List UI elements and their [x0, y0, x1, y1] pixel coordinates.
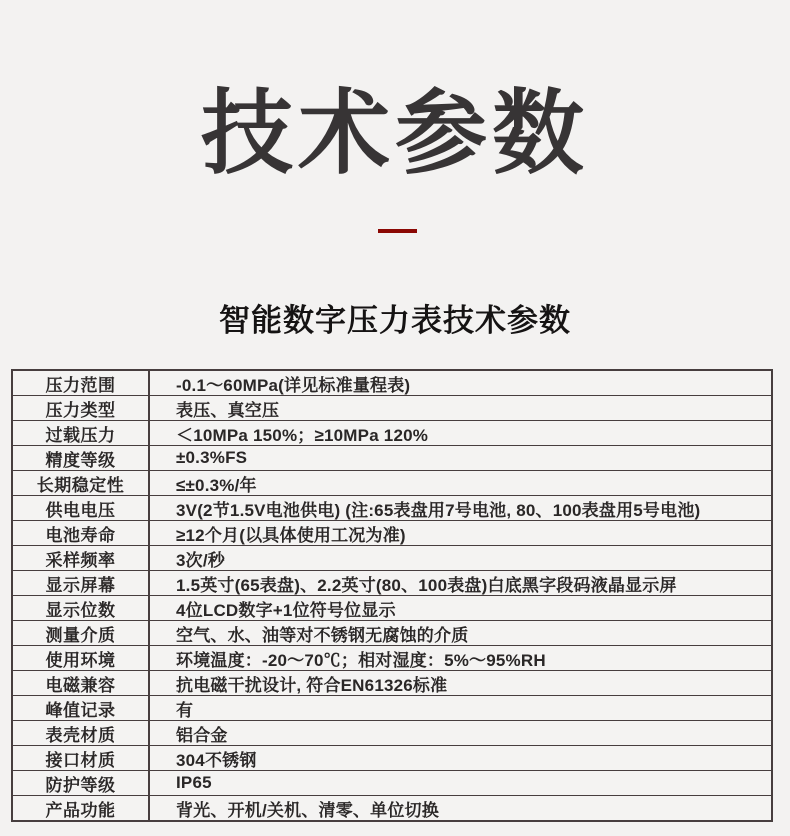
spec-label: 供电电压 [13, 496, 150, 520]
spec-label: 显示位数 [13, 596, 150, 620]
spec-label: 接口材质 [13, 746, 150, 770]
spec-value: ±0.3%FS [176, 448, 248, 467]
spec-label: 长期稳定性 [13, 471, 150, 495]
spec-label: 精度等级 [13, 446, 150, 470]
spec-value: ≤±0.3%/年 [176, 475, 257, 495]
table-row [13, 746, 771, 771]
table-row [13, 696, 771, 721]
spec-value: 304不锈钢 [176, 750, 257, 770]
spec-value: 1.5英寸(65表盘)、2.2英寸(80、100表盘)白底黑字段码液晶显示屏 [176, 575, 677, 595]
spec-value: ≥12个月(以具体使用工况为准) [176, 525, 406, 545]
title-accent-dash [378, 229, 417, 233]
table-row [13, 521, 771, 546]
spec-value: 3V(2节1.5V电池供电) (注:65表盘用7号电池, 80、100表盘用5号电池) [176, 500, 701, 520]
table-row [13, 371, 771, 396]
table-row [13, 571, 771, 596]
table-row [13, 546, 771, 571]
table-row [13, 396, 771, 421]
spec-label: 采样频率 [13, 546, 150, 570]
spec-value: 3次/秒 [176, 550, 225, 570]
spec-label: 过载压力 [13, 421, 150, 445]
spec-label: 显示屏幕 [13, 571, 150, 595]
table-row [13, 471, 771, 496]
spec-value: 表压、真空压 [176, 400, 280, 420]
table-row [13, 496, 771, 521]
spec-label: 电池寿命 [13, 521, 150, 545]
spec-value: IP65 [176, 773, 212, 792]
table-row [13, 646, 771, 671]
spec-label: 表壳材质 [13, 721, 150, 745]
spec-label: 使用环境 [13, 646, 150, 670]
table-row [13, 721, 771, 746]
table-row [13, 596, 771, 621]
spec-value: 铝合金 [176, 725, 228, 745]
spec-label: 压力类型 [13, 396, 150, 420]
spec-value: ＜10MPa 150%；≥10MPa 120% [176, 425, 429, 445]
spec-value: 空气、水、油等对不锈钢无腐蚀的介质 [176, 625, 469, 645]
table-row [13, 796, 771, 820]
table-row [13, 771, 771, 796]
spec-table [11, 369, 773, 822]
spec-label: 防护等级 [13, 771, 150, 795]
section-subtitle: 智能数字压力表技术参数 [219, 303, 571, 338]
spec-label: 压力范围 [13, 371, 150, 395]
spec-label: 测量介质 [13, 621, 150, 645]
spec-label: 电磁兼容 [13, 671, 150, 695]
spec-value: 背光、开机/关机、清零、单位切换 [176, 800, 439, 820]
spec-label: 产品功能 [13, 796, 150, 820]
spec-value: 抗电磁干扰设计, 符合EN61326标准 [176, 675, 448, 695]
table-row [13, 621, 771, 646]
table-row [13, 421, 771, 446]
spec-value: 4位LCD数字+1位符号位显示 [176, 600, 396, 620]
spec-value: -0.1～60MPa(详见标准量程表) [176, 375, 411, 395]
spec-value: 环境温度：-20～70℃；相对湿度：5%～95%RH [176, 650, 546, 670]
spec-label: 峰值记录 [13, 696, 150, 720]
spec-value: 有 [176, 700, 194, 720]
page-title: 技术参数 [200, 83, 589, 185]
table-row [13, 671, 771, 696]
table-row [13, 446, 771, 471]
